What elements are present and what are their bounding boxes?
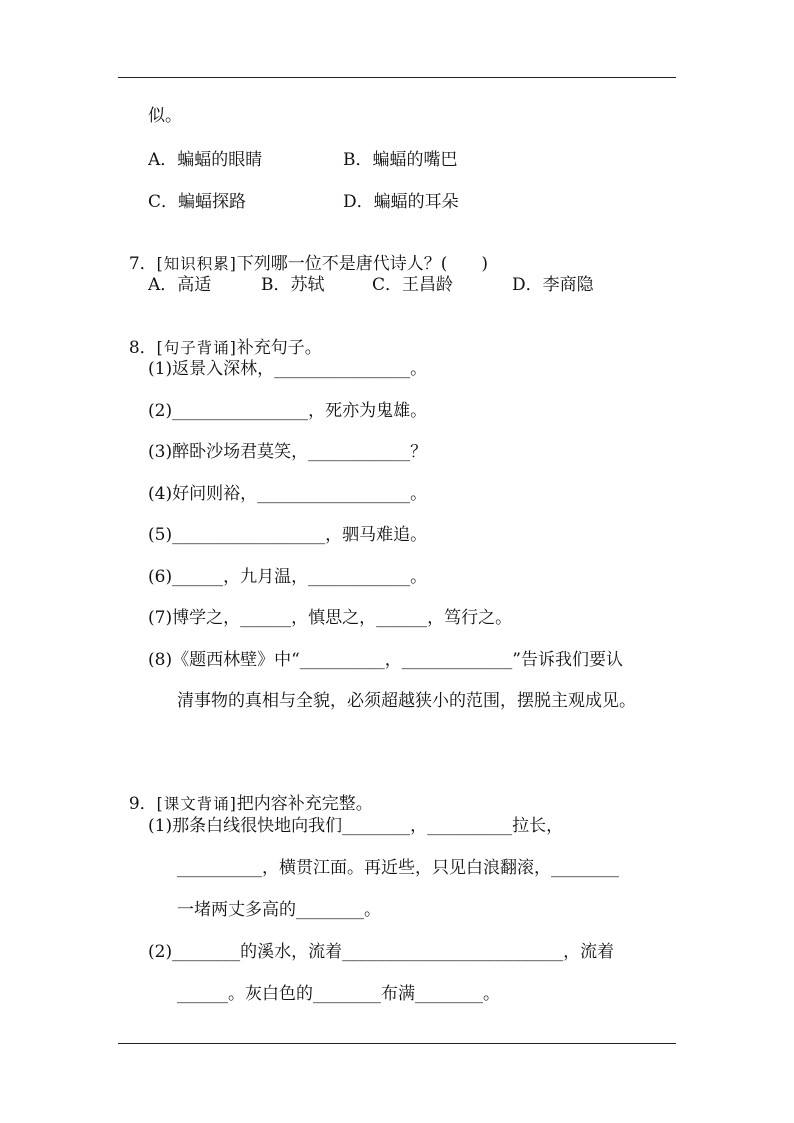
q9-item-2-line-2: ______。灰白色的________布满________。 <box>177 984 500 1004</box>
header-rule <box>118 77 676 78</box>
q8-item-8-continued: 清事物的真相与全貌，必须超越狭小的范围，摆脱主观成见。 <box>177 691 636 711</box>
q9-tag: [课文背诵] <box>156 795 237 813</box>
q8-item-2: (2)________________，死亦为鬼雄。 <box>148 401 428 421</box>
q6-stem-tail: 似。 <box>148 106 182 126</box>
q9-text: 把内容补充完整。 <box>236 794 373 814</box>
q9-item-1-line-2: __________，横贯江面。再近些，只见白浪翻滚，________ <box>177 858 619 878</box>
q8-item-1: (1)返景入深林，________________。 <box>148 359 428 379</box>
q6-option-c: C．蝙蝠探路 <box>148 192 247 212</box>
q8-item-4: (4)好问则裕，__________________。 <box>148 484 428 504</box>
q8-number: 8． <box>128 338 157 358</box>
q7-stem <box>118 234 489 274</box>
q8-item-3: (3)醉卧沙场君莫笑，____________？ <box>148 442 428 462</box>
q9-stem <box>118 774 373 814</box>
q7-option-d: D．李商隐 <box>512 275 594 295</box>
q7-number: 7． <box>128 254 157 274</box>
q8-item-8: (8)《题西林壁》中“__________，_____________”告诉我们要认 <box>148 650 623 670</box>
q9-item-1: (1)那条白线很快地向我们________，__________拉长， <box>148 816 564 836</box>
q9-item-2: (2)________的溪水，流着__________________________，流着 <box>148 942 615 962</box>
q7-text: 下列哪一位不是唐代诗人？( ) <box>236 254 489 274</box>
q6-option-a: A．蝙蝠的眼睛 <box>148 150 263 170</box>
q7-tag: [知识积累] <box>156 255 237 273</box>
q8-item-5: (5)__________________，驷马难追。 <box>148 525 428 545</box>
q8-text: 补充句子。 <box>236 338 322 358</box>
q7-option-a: A．高适 <box>148 275 212 295</box>
q7-option-b: B．苏轼 <box>261 275 325 295</box>
q7-option-c: C．王昌龄 <box>372 275 454 295</box>
q9-item-1-line-3: 一堵两丈多高的________。 <box>177 900 381 920</box>
q8-stem <box>118 318 322 358</box>
footer-rule <box>118 1043 676 1044</box>
q6-option-b: B．蝙蝠的嘴巴 <box>343 150 458 170</box>
q9-number: 9． <box>128 794 157 814</box>
q8-item-7: (7)博学之，______，慎思之，______，笃行之。 <box>148 608 513 628</box>
q6-option-d: D．蝙蝠的耳朵 <box>343 192 459 212</box>
q8-item-6: (6)______，九月温，____________。 <box>148 567 428 587</box>
q8-tag: [句子背诵] <box>156 339 237 357</box>
